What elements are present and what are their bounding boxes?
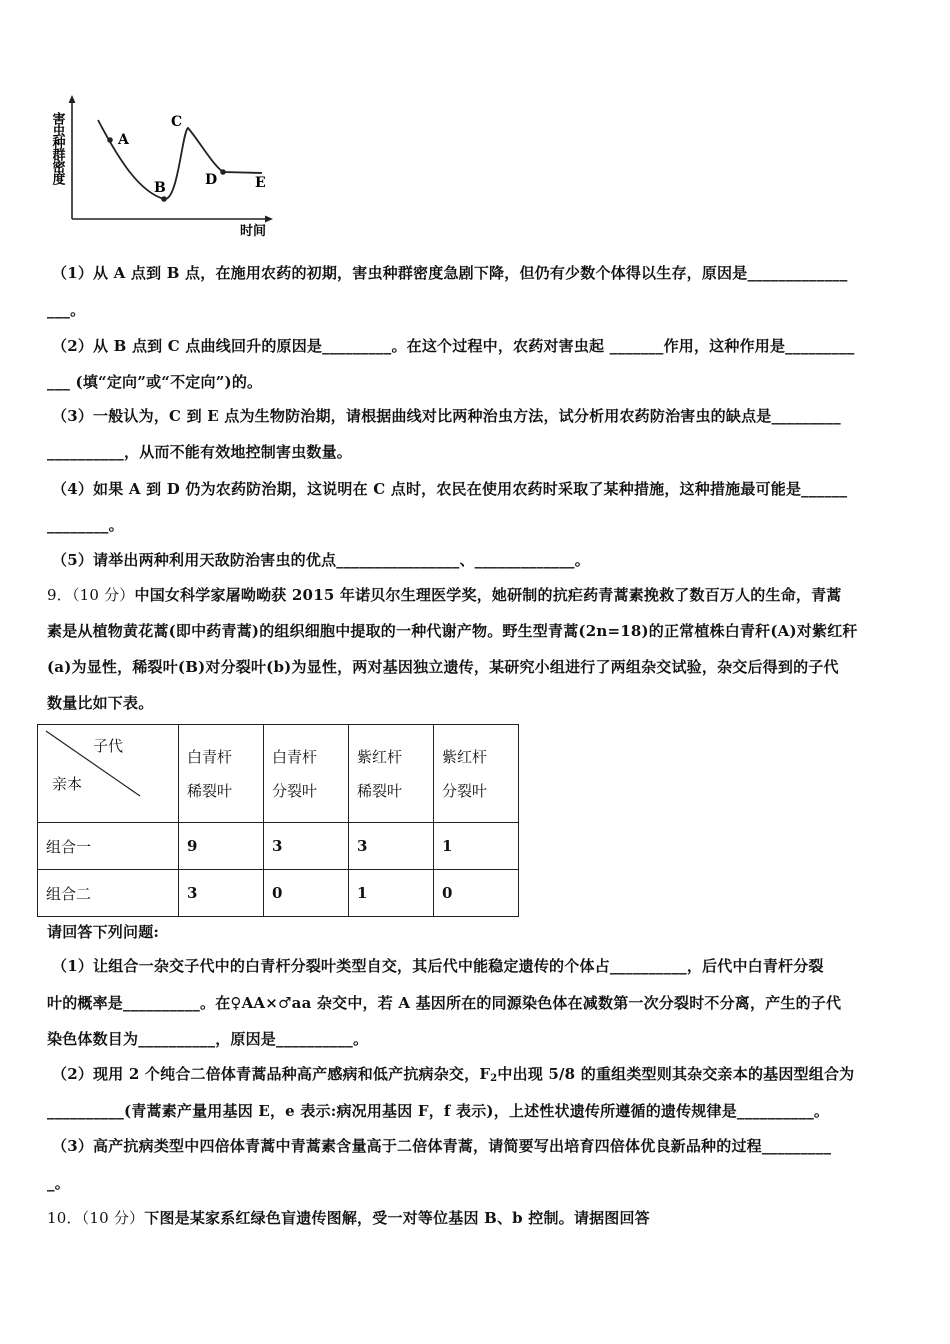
q10-number: 10．（10 分）: [47, 1209, 145, 1227]
header-stem-color: 白青杆: [272, 747, 318, 766]
x-axis-arrow: [265, 216, 273, 223]
q8-part4-line2: ________。: [47, 516, 124, 534]
q9-stem-line2: 素是从植物黄花蒿(即中药青蒿)的组织细胞中提取的一种代谢产物。野生型青蒿(2n=18)的正常植株白青秆(A)对紫红秆: [47, 622, 858, 640]
point-b-marker: [161, 196, 167, 202]
q9-stem-line1: [47, 584, 842, 605]
table-cell: 0: [264, 870, 349, 917]
q9-prompt: 请回答下列问题:: [47, 923, 160, 941]
q8-part2-line1: （2）从 B 点到 C 点曲线回升的原因是_________。在这个过程中，农药对害虫起 _______作用，这种作用是_________: [52, 337, 855, 355]
table-cell: 0: [434, 870, 519, 917]
y-axis-label: 害虫种群密度: [49, 112, 65, 184]
header-leaf-type: 分裂叶: [272, 781, 318, 800]
q9-part2-text-a: （2）现用 2 个纯合二倍体青蒿品种高产感病和低产抗病杂交，F: [52, 1065, 491, 1083]
q9-part2-text-b: 中出现 5/8 的重组类型则其杂交亲本的基因型组合为: [497, 1065, 855, 1083]
pest-density-graph: [40, 92, 290, 242]
q9-stem-line4: 数量比如下表。: [47, 694, 154, 712]
header-stem-color: 紫红杆: [357, 747, 403, 766]
q9-stem-line3: (a)为显性，稀裂叶(B)对分裂叶(b)为显性，两对基因独立遗传，某研究小组进行了两组杂交试验，杂交后得到的子代: [47, 658, 839, 676]
q9-number: 9．（10 分）: [47, 586, 135, 604]
table-corner-cell: [38, 725, 179, 823]
table-header-cell: [434, 725, 519, 823]
table-cell: 1: [434, 823, 519, 870]
header-stem-color: 白青杆: [187, 747, 233, 766]
f2-subscript: 2: [490, 1073, 498, 1084]
table-cell: 3: [349, 823, 434, 870]
q9-stem-text1: 中国女科学家屠呦呦获 2015 年诺贝尔生理医学奖，她研制的抗疟药青蒿素挽救了数百万人的生命，青蒿: [134, 586, 842, 604]
header-leaf-type: 稀裂叶: [357, 781, 403, 800]
q9-part3-line1: （3）高产抗病类型中四倍体青蒿中青蒿素含量高于二倍体青蒿，请简要写出培育四倍体优良新品种的过程_________: [52, 1137, 832, 1155]
point-a-marker: [107, 137, 113, 143]
q9-part2-line1: [52, 1063, 854, 1084]
point-a-label: A: [118, 132, 129, 148]
x-axis-label: 时间: [240, 224, 267, 239]
cross-result-table: [37, 724, 519, 917]
table-header-cell: [349, 725, 434, 823]
table-row: [38, 823, 519, 870]
q9-part3-line2: _。: [47, 1174, 70, 1192]
table-header-cell: [264, 725, 349, 823]
q10-stem: [47, 1207, 650, 1228]
point-d-label: D: [205, 172, 218, 188]
table-row: [38, 870, 519, 917]
row-label: 组合一: [38, 823, 179, 870]
y-axis-arrow: [69, 95, 76, 103]
q8-part1-line1: （1）从 A 点到 B 点，在施用农药的初期，害虫种群密度急剧下降，但仍有少数个体得以生存，原因是_____________: [52, 264, 848, 282]
q9-part1-line3: 染色体数目为__________，原因是__________。: [47, 1030, 369, 1048]
q10-text: 下图是某家系红绿色盲遗传图解，受一对等位基因 B、b 控制。请据图回答: [144, 1209, 650, 1227]
point-c-label: C: [171, 114, 183, 130]
q8-part4-line1: （4）如果 A 到 D 仍为农药防治期，这说明在 C 点时，农民在使用农药时采取了某种措施，这种措施最可能是______: [52, 480, 848, 498]
row-label: 组合二: [38, 870, 179, 917]
point-d-marker: [220, 169, 226, 175]
point-b-label: B: [154, 180, 166, 196]
q8-part1-line2: ___。: [47, 301, 86, 319]
q8-part2-line2: ___ (填“定向”或“不定向”)的。: [47, 373, 263, 391]
q8-part5-line: （5）请举出两种利用天敌防治害虫的优点________________、_____________。: [52, 551, 590, 569]
table-header-cell: [179, 725, 264, 823]
point-e-label: E: [255, 175, 266, 191]
header-stem-color: 紫红杆: [442, 747, 488, 766]
q8-part3-line1: （3）一般认为，C 到 E 点为生物防治期，请根据曲线对比两种治虫方法，试分析用农药防治害虫的缺点是_________: [52, 407, 841, 425]
table-header-row: [38, 725, 519, 823]
corner-parent-label: 亲本: [52, 775, 83, 793]
table-cell: 3: [179, 870, 264, 917]
q9-part1-line1: （1）让组合一杂交子代中的白青杆分裂叶类型自交，其后代中能稳定遗传的个体占__________，后代中白青杆分裂: [52, 957, 824, 975]
table-cell: 1: [349, 870, 434, 917]
q8-part3-line2: __________，从而不能有效地控制害虫数量。: [47, 443, 353, 461]
table-cell: 9: [179, 823, 264, 870]
q9-part1-line2: 叶的概率是__________。在♀AA×♂aa 杂交中，若 A 基因所在的同源染色体在减数第一次分裂时不分离，产生的子代: [47, 994, 842, 1012]
header-leaf-type: 分裂叶: [442, 781, 488, 800]
table-cell: 3: [264, 823, 349, 870]
q9-part2-line2: __________(青蒿素产量用基因 E，e 表示:病况用基因 F，f 表示)，上述性状遗传所遵循的遗传规律是__________。: [47, 1102, 830, 1120]
corner-offspring-label: 子代: [93, 737, 124, 755]
header-leaf-type: 稀裂叶: [187, 781, 233, 800]
